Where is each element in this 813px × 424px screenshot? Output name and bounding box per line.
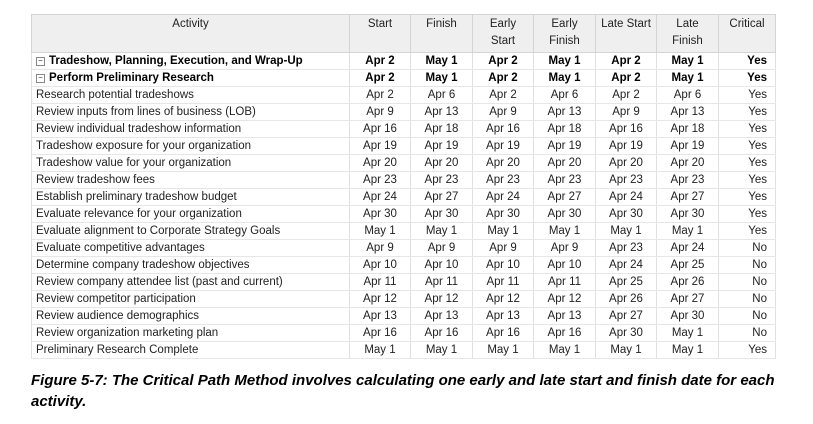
late-start-cell: Apr 23: [596, 172, 657, 189]
finish-cell: May 1: [411, 53, 473, 70]
late-finish-cell: Apr 6: [657, 87, 719, 104]
table-body: [32, 53, 776, 359]
early-start-cell: Apr 16: [473, 325, 534, 342]
early-finish-cell: Apr 18: [534, 121, 596, 138]
activity-cell: [32, 189, 350, 206]
early-start-cell: Apr 9: [473, 240, 534, 257]
table-row: [32, 240, 776, 257]
early-finish-cell: Apr 16: [534, 325, 596, 342]
activity-cell: [32, 155, 350, 172]
start-cell: Apr 2: [350, 70, 411, 87]
activity-cell: [32, 70, 350, 87]
early-start-cell: May 1: [473, 223, 534, 240]
activity-name: Review organization marketing plan: [36, 327, 219, 339]
early-finish-cell: Apr 13: [534, 308, 596, 325]
late-finish-cell: Apr 27: [657, 189, 719, 206]
critical-cell: No: [719, 240, 776, 257]
early-finish-cell: Apr 12: [534, 291, 596, 308]
late-start-cell: Apr 25: [596, 274, 657, 291]
table-row: [32, 155, 776, 172]
late-finish-cell: May 1: [657, 325, 719, 342]
start-cell: Apr 12: [350, 291, 411, 308]
critical-cell: Yes: [719, 223, 776, 240]
late-start-cell: Apr 26: [596, 291, 657, 308]
table-row: [32, 121, 776, 138]
activity-name: Tradeshow exposure for your organization: [36, 140, 251, 152]
activity-cell: [32, 291, 350, 308]
critical-cell: Yes: [719, 121, 776, 138]
start-cell: Apr 23: [350, 172, 411, 189]
finish-cell: Apr 6: [411, 87, 473, 104]
late-start-cell: May 1: [596, 342, 657, 359]
start-cell: Apr 19: [350, 138, 411, 155]
activity-cell: [32, 53, 350, 70]
late-finish-cell: Apr 30: [657, 308, 719, 325]
critical-cell: No: [719, 325, 776, 342]
finish-cell: Apr 18: [411, 121, 473, 138]
critical-cell: Yes: [719, 172, 776, 189]
header-critical: Critical: [719, 15, 776, 53]
late-start-cell: Apr 2: [596, 53, 657, 70]
start-cell: Apr 9: [350, 240, 411, 257]
table-row: [32, 138, 776, 155]
activity-name: Review audience demographics: [36, 310, 200, 322]
header-start: Start: [350, 15, 411, 53]
collapse-toggle-icon[interactable]: −: [36, 74, 45, 83]
finish-cell: Apr 16: [411, 325, 473, 342]
activity-cell: [32, 274, 350, 291]
table-row: [32, 223, 776, 240]
early-start-cell: May 1: [473, 342, 534, 359]
table-row: [32, 70, 776, 87]
late-start-cell: Apr 24: [596, 189, 657, 206]
late-finish-cell: May 1: [657, 223, 719, 240]
early-finish-cell: Apr 13: [534, 104, 596, 121]
activity-cell: [32, 223, 350, 240]
early-start-cell: Apr 2: [473, 70, 534, 87]
table-row: [32, 325, 776, 342]
start-cell: Apr 20: [350, 155, 411, 172]
finish-cell: Apr 30: [411, 206, 473, 223]
early-start-cell: Apr 9: [473, 104, 534, 121]
start-cell: Apr 30: [350, 206, 411, 223]
early-finish-cell: Apr 9: [534, 240, 596, 257]
late-start-cell: Apr 23: [596, 240, 657, 257]
early-finish-cell: Apr 11: [534, 274, 596, 291]
table-header-row: [32, 15, 776, 53]
finish-cell: May 1: [411, 342, 473, 359]
critical-cell: No: [719, 308, 776, 325]
finish-cell: May 1: [411, 70, 473, 87]
activity-name: Review inputs from lines of business (LOB): [36, 106, 256, 118]
critical-cell: Yes: [719, 206, 776, 223]
critical-cell: Yes: [719, 342, 776, 359]
early-finish-cell: Apr 30: [534, 206, 596, 223]
finish-cell: Apr 10: [411, 257, 473, 274]
activity-cell: [32, 325, 350, 342]
critical-cell: Yes: [719, 189, 776, 206]
critical-cell: No: [719, 274, 776, 291]
critical-cell: No: [719, 257, 776, 274]
collapse-toggle-icon[interactable]: −: [36, 57, 45, 66]
header-finish: Finish: [411, 15, 473, 53]
critical-cell: Yes: [719, 138, 776, 155]
activity-name: Evaluate competitive advantages: [36, 242, 205, 254]
activity-cell: [32, 257, 350, 274]
early-start-cell: Apr 30: [473, 206, 534, 223]
early-start-cell: Apr 11: [473, 274, 534, 291]
early-finish-cell: May 1: [534, 53, 596, 70]
critical-cell: No: [719, 291, 776, 308]
early-finish-cell: May 1: [534, 70, 596, 87]
activity-name: Evaluate alignment to Corporate Strategy Goals: [36, 225, 281, 237]
activity-name: Research potential tradeshows: [36, 89, 194, 101]
activity-name: Tradeshow, Planning, Execution, and Wrap-Up: [49, 55, 303, 67]
early-start-cell: Apr 16: [473, 121, 534, 138]
activity-name: Establish preliminary tradeshow budget: [36, 191, 237, 203]
start-cell: Apr 2: [350, 87, 411, 104]
late-start-cell: Apr 9: [596, 104, 657, 121]
table-row: [32, 291, 776, 308]
late-start-cell: Apr 2: [596, 70, 657, 87]
table-row: [32, 257, 776, 274]
finish-cell: Apr 23: [411, 172, 473, 189]
critical-cell: Yes: [719, 70, 776, 87]
start-cell: Apr 24: [350, 189, 411, 206]
late-start-cell: Apr 19: [596, 138, 657, 155]
header-activity: Activity: [32, 15, 350, 53]
late-finish-cell: Apr 30: [657, 206, 719, 223]
early-start-cell: Apr 23: [473, 172, 534, 189]
activity-name: Review company attendee list (past and current): [36, 276, 283, 288]
early-finish-cell: Apr 23: [534, 172, 596, 189]
early-finish-cell: May 1: [534, 223, 596, 240]
header-late-start: Late Start: [596, 15, 657, 53]
early-finish-cell: Apr 19: [534, 138, 596, 155]
late-start-cell: Apr 30: [596, 325, 657, 342]
start-cell: May 1: [350, 223, 411, 240]
header-early-finish: Early Finish: [534, 15, 596, 53]
critical-cell: Yes: [719, 53, 776, 70]
activity-name: Review individual tradeshow information: [36, 123, 242, 135]
critical-cell: Yes: [719, 87, 776, 104]
early-finish-cell: Apr 6: [534, 87, 596, 104]
figure-caption: Figure 5-7: The Critical Path Method involves calculating one early and late start and finish date for each activity.: [31, 372, 775, 410]
late-finish-cell: Apr 27: [657, 291, 719, 308]
start-cell: Apr 16: [350, 325, 411, 342]
table-row: [32, 308, 776, 325]
late-start-cell: Apr 30: [596, 206, 657, 223]
start-cell: Apr 16: [350, 121, 411, 138]
early-finish-cell: Apr 27: [534, 189, 596, 206]
activity-name: Review competitor participation: [36, 293, 196, 305]
header-early-start: Early Start: [473, 15, 534, 53]
late-start-cell: May 1: [596, 223, 657, 240]
activity-cell: [32, 138, 350, 155]
late-finish-cell: Apr 18: [657, 121, 719, 138]
early-start-cell: Apr 10: [473, 257, 534, 274]
activity-cell: [32, 172, 350, 189]
late-finish-cell: Apr 23: [657, 172, 719, 189]
finish-cell: Apr 13: [411, 308, 473, 325]
finish-cell: Apr 13: [411, 104, 473, 121]
activity-name: Preliminary Research Complete: [36, 344, 199, 356]
activity-cell: [32, 342, 350, 359]
late-finish-cell: Apr 19: [657, 138, 719, 155]
table-row: [32, 342, 776, 359]
start-cell: Apr 13: [350, 308, 411, 325]
early-start-cell: Apr 20: [473, 155, 534, 172]
table-row: [32, 172, 776, 189]
early-start-cell: Apr 2: [473, 87, 534, 104]
late-finish-cell: May 1: [657, 53, 719, 70]
late-finish-cell: Apr 20: [657, 155, 719, 172]
start-cell: Apr 2: [350, 53, 411, 70]
late-finish-cell: Apr 26: [657, 274, 719, 291]
critical-path-table: [31, 14, 776, 359]
critical-cell: Yes: [719, 104, 776, 121]
late-finish-cell: May 1: [657, 70, 719, 87]
late-finish-cell: Apr 25: [657, 257, 719, 274]
table-row: [32, 104, 776, 121]
finish-cell: Apr 20: [411, 155, 473, 172]
table-row: [32, 87, 776, 104]
activity-cell: [32, 104, 350, 121]
early-start-cell: Apr 13: [473, 308, 534, 325]
activity-name: Evaluate relevance for your organization: [36, 208, 242, 220]
activity-cell: [32, 87, 350, 104]
late-start-cell: Apr 2: [596, 87, 657, 104]
table-row: [32, 189, 776, 206]
table-row: [32, 206, 776, 223]
finish-cell: Apr 27: [411, 189, 473, 206]
early-finish-cell: Apr 10: [534, 257, 596, 274]
activity-name: Review tradeshow fees: [36, 174, 155, 186]
early-start-cell: Apr 2: [473, 53, 534, 70]
late-finish-cell: Apr 24: [657, 240, 719, 257]
table-row: [32, 53, 776, 70]
activity-cell: [32, 206, 350, 223]
header-late-finish: Late Finish: [657, 15, 719, 53]
start-cell: Apr 10: [350, 257, 411, 274]
early-finish-cell: Apr 20: [534, 155, 596, 172]
activity-cell: [32, 308, 350, 325]
late-start-cell: Apr 16: [596, 121, 657, 138]
finish-cell: Apr 12: [411, 291, 473, 308]
early-finish-cell: May 1: [534, 342, 596, 359]
critical-cell: Yes: [719, 155, 776, 172]
finish-cell: Apr 19: [411, 138, 473, 155]
late-start-cell: Apr 24: [596, 257, 657, 274]
finish-cell: May 1: [411, 223, 473, 240]
early-start-cell: Apr 12: [473, 291, 534, 308]
early-start-cell: Apr 24: [473, 189, 534, 206]
table-row: [32, 274, 776, 291]
early-start-cell: Apr 19: [473, 138, 534, 155]
late-start-cell: Apr 27: [596, 308, 657, 325]
start-cell: May 1: [350, 342, 411, 359]
activity-name: Tradeshow value for your organization: [36, 157, 232, 169]
late-finish-cell: May 1: [657, 342, 719, 359]
activity-name: Perform Preliminary Research: [49, 72, 214, 84]
late-start-cell: Apr 20: [596, 155, 657, 172]
activity-cell: [32, 121, 350, 138]
start-cell: Apr 9: [350, 104, 411, 121]
finish-cell: Apr 11: [411, 274, 473, 291]
start-cell: Apr 11: [350, 274, 411, 291]
activity-cell: [32, 240, 350, 257]
activity-name: Determine company tradeshow objectives: [36, 259, 250, 271]
late-finish-cell: Apr 13: [657, 104, 719, 121]
finish-cell: Apr 9: [411, 240, 473, 257]
